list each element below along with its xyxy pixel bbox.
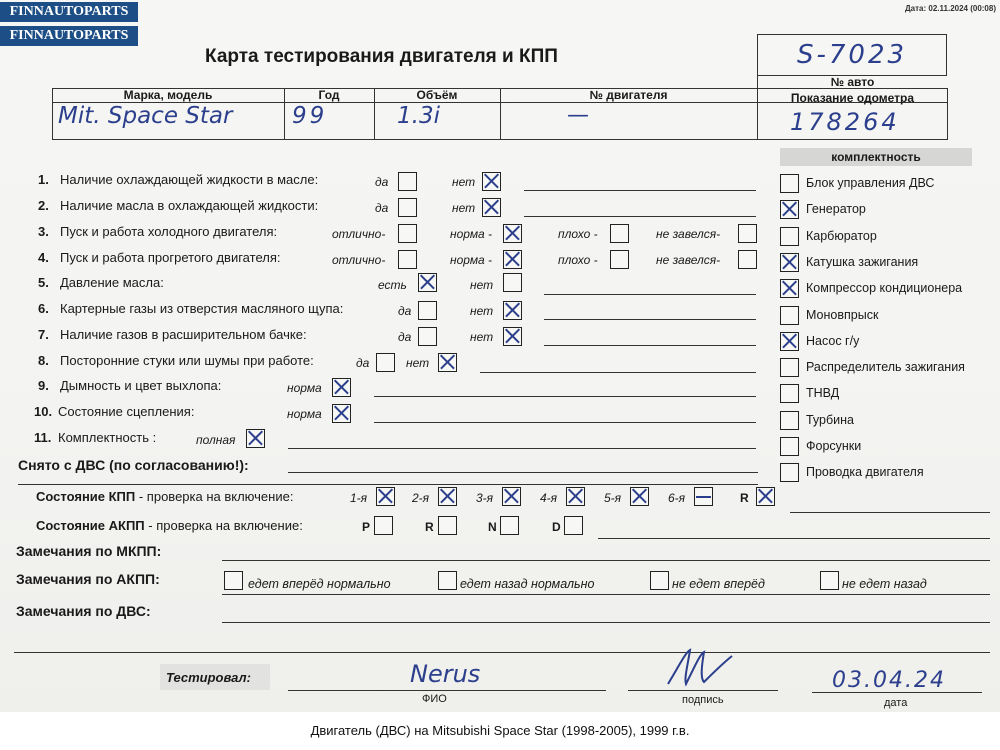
value-brand-model: Mit. Space Star xyxy=(58,103,233,129)
completeness-item-label: Карбюратор xyxy=(806,228,877,243)
answer-line xyxy=(544,345,756,346)
signature-icon xyxy=(660,644,740,692)
akpp-mode-checkbox[interactable] xyxy=(564,516,583,535)
no-label: нет xyxy=(452,175,476,189)
signature-line xyxy=(628,690,778,691)
question-text: Давление масла: xyxy=(60,275,164,290)
yes-label: да xyxy=(398,330,412,344)
bad-label: плохо - xyxy=(558,227,598,241)
question-text: Посторонние стуки или шумы при работе: xyxy=(60,353,314,368)
kpp-gear-label: 1-я xyxy=(350,491,368,505)
value-engine-no: — xyxy=(567,103,589,128)
completeness-item-label: Форсунки xyxy=(806,439,862,453)
akpp-row-label xyxy=(36,518,303,533)
yes-checkbox[interactable] xyxy=(376,353,395,372)
question-text: Наличие масла в охлаждающей жидкости: xyxy=(60,198,319,213)
no-checkbox[interactable] xyxy=(438,353,457,372)
header-table xyxy=(52,75,948,140)
no-label: нет xyxy=(406,356,430,370)
akpp-mode-label: N xyxy=(488,520,497,534)
kpp-gear-checkbox[interactable] xyxy=(756,487,775,506)
normal-label: норма - xyxy=(450,253,493,267)
completeness-checkbox[interactable] xyxy=(780,200,799,219)
completeness-checkbox[interactable] xyxy=(780,332,799,351)
watermark-logo: FINNAUTOPARTS xyxy=(0,2,138,22)
akpp-remark-label: не едет назад xyxy=(842,577,927,591)
remarks-akpp-label: Замечания по АКПП: xyxy=(16,571,160,587)
upload-date: Дата: 02.11.2024 (00:08) xyxy=(904,4,996,13)
tester-name: Nerus xyxy=(410,660,481,688)
excellent-label: отлично- xyxy=(332,253,386,267)
completeness-item-label: Турбина xyxy=(806,412,854,427)
header-brand-model: Марка, модель xyxy=(123,88,213,102)
question-number: 4. xyxy=(38,250,49,265)
completeness-item-label: Компрессор кондиционера xyxy=(806,281,963,296)
completeness-checkbox[interactable] xyxy=(780,358,799,377)
question-number: 5. xyxy=(38,275,49,290)
normal-label: норма xyxy=(287,407,322,421)
akpp-remark-label: не едет вперёд xyxy=(672,577,765,591)
kpp-gear-checkbox[interactable] xyxy=(376,487,395,506)
completeness-checkbox[interactable] xyxy=(780,174,799,193)
normal-checkbox[interactable] xyxy=(332,404,351,423)
full-checkbox[interactable] xyxy=(246,429,265,448)
question-number: 8. xyxy=(38,353,49,368)
completeness-item-label: Насос г/у xyxy=(806,333,860,348)
kpp-gear-label: 6-я xyxy=(668,491,686,505)
value-volume: 1.3i xyxy=(397,103,440,129)
akpp-remark-checkbox[interactable] xyxy=(650,571,669,590)
answer-line xyxy=(524,216,756,217)
kpp-title: Состояние КПП xyxy=(36,489,136,504)
yes-label: да xyxy=(398,304,412,318)
normal-checkbox[interactable] xyxy=(503,250,522,269)
kpp-gear-label: 2-я xyxy=(412,491,430,505)
completeness-checkbox[interactable] xyxy=(780,463,799,482)
answer-line xyxy=(480,372,756,373)
stock-number: S-7023 xyxy=(796,40,908,70)
no-checkbox[interactable] xyxy=(503,301,522,320)
kpp-gear-checkbox[interactable] xyxy=(630,487,649,506)
question-text: Дымность и цвет выхлопа: xyxy=(60,378,222,393)
no-start-checkbox[interactable] xyxy=(738,250,757,269)
akpp-line xyxy=(598,538,990,539)
normal-label: норма xyxy=(287,381,322,395)
normal-checkbox[interactable] xyxy=(332,378,351,397)
kpp-gear-label: R xyxy=(740,491,749,505)
header-odometer: Показание одометра xyxy=(790,91,915,105)
completeness-checkbox[interactable] xyxy=(780,306,799,325)
question-text: Наличие охлаждающей жидкости в масле: xyxy=(60,172,319,187)
question-number: 6. xyxy=(38,301,49,316)
completeness-item-label: Блок управления ДВС xyxy=(806,176,935,190)
question-number: 9. xyxy=(38,378,49,393)
akpp-suffix: - проверка на включение: xyxy=(144,518,303,533)
removed-line xyxy=(288,472,758,473)
yes-label: да xyxy=(375,201,389,215)
header-volume: Объём xyxy=(416,88,458,102)
question-text: Картерные газы из отверстия масляного щупа: xyxy=(60,301,344,316)
completeness-checkbox[interactable] xyxy=(780,227,799,246)
excellent-checkbox[interactable] xyxy=(398,224,417,243)
value-year: 99 xyxy=(292,103,328,129)
removed-line-2 xyxy=(18,484,758,485)
completeness-item-label: Катушка зажигания xyxy=(806,254,919,269)
question-number: 10. xyxy=(34,404,53,419)
no-label: нет xyxy=(452,201,476,215)
bad-checkbox[interactable] xyxy=(610,224,629,243)
question-number: 1. xyxy=(38,172,49,187)
page-caption: Двигатель (ДВС) на Mitsubishi Space Star (1998-2005), 1999 г.в. xyxy=(0,712,1000,750)
no-label: нет xyxy=(470,330,494,344)
date-label: дата xyxy=(884,697,908,709)
kpp-gear-label: 5-я xyxy=(604,491,622,505)
fio-label: ФИО xyxy=(422,693,447,705)
no-label: нет xyxy=(470,278,494,292)
completeness-checkbox[interactable] xyxy=(780,437,799,456)
header-engine-no: № двигателя xyxy=(589,88,668,102)
remarks-akpp-line xyxy=(222,594,990,595)
normal-label: норма - xyxy=(450,227,493,241)
question-number: 2. xyxy=(38,198,49,213)
there-is-checkbox[interactable] xyxy=(418,273,437,292)
no-start-label: не завелся- xyxy=(656,253,721,267)
akpp-mode-checkbox[interactable] xyxy=(438,516,457,535)
answer-line xyxy=(524,190,756,191)
akpp-remark-checkbox[interactable] xyxy=(438,571,457,590)
completeness-item-label: Моновпрыск xyxy=(806,307,879,322)
completeness-item-label: Генератор xyxy=(806,202,866,217)
kpp-line xyxy=(790,512,990,513)
date-line xyxy=(812,692,982,693)
completeness-checkbox[interactable] xyxy=(780,279,799,298)
answer-line xyxy=(544,294,756,295)
akpp-remark-checkbox[interactable] xyxy=(820,571,839,590)
signature-label: подпись xyxy=(682,694,724,706)
answer-line xyxy=(374,422,756,423)
remarks-mkpp-line xyxy=(222,560,990,561)
no-checkbox[interactable] xyxy=(503,273,522,292)
no-label: нет xyxy=(470,304,494,318)
remarks-dvs-line-2 xyxy=(14,652,990,653)
remarks-dvs-line xyxy=(222,622,990,623)
removed-label: Снято с ДВС (по согласованию!): xyxy=(18,457,249,473)
kpp-gear-checkbox[interactable] xyxy=(694,487,713,506)
fio-line xyxy=(288,690,606,691)
akpp-remark-label: едет вперёд нормально xyxy=(248,577,391,591)
kpp-row-label xyxy=(36,489,293,504)
value-odometer: 178264 xyxy=(790,108,900,136)
stock-number-box xyxy=(757,34,947,76)
yes-label: да xyxy=(375,175,389,189)
akpp-mode-label: P xyxy=(362,520,371,534)
test-date: 03.04.24 xyxy=(832,668,946,693)
completeness-item-label: Распределитель зажигания xyxy=(806,360,965,375)
yes-label: да xyxy=(356,356,370,370)
yes-checkbox[interactable] xyxy=(418,301,437,320)
no-checkbox[interactable] xyxy=(503,327,522,346)
full-label: полная xyxy=(196,433,236,447)
no-checkbox[interactable] xyxy=(482,172,501,191)
akpp-mode-checkbox[interactable] xyxy=(500,516,519,535)
akpp-mode-label: R xyxy=(425,520,434,534)
akpp-remark-label: едет назад нормально xyxy=(460,577,595,591)
kpp-gear-label: 3-я xyxy=(476,491,494,505)
answer-line xyxy=(288,448,756,449)
excellent-checkbox[interactable] xyxy=(398,250,417,269)
watermark-logo-2: FINNAUTOPARTS xyxy=(0,26,138,46)
normal-checkbox[interactable] xyxy=(503,224,522,243)
header-auto-no: № авто xyxy=(830,75,875,89)
question-text: Состояние сцепления: xyxy=(58,404,195,419)
completeness-checkbox[interactable] xyxy=(780,253,799,272)
no-start-checkbox[interactable] xyxy=(738,224,757,243)
kpp-gear-checkbox[interactable] xyxy=(566,487,585,506)
yes-checkbox[interactable] xyxy=(398,198,417,217)
answer-line xyxy=(374,396,756,397)
question-number: 11. xyxy=(34,430,52,445)
akpp-mode-label: D xyxy=(552,520,561,534)
completeness-checkbox[interactable] xyxy=(780,384,799,403)
akpp-title: Состояние АКПП xyxy=(36,518,145,533)
bad-label: плохо - xyxy=(558,253,598,267)
no-checkbox[interactable] xyxy=(482,198,501,217)
excellent-label: отлично- xyxy=(332,227,386,241)
completeness-title: комплектность xyxy=(831,150,921,164)
akpp-remark-checkbox[interactable] xyxy=(224,571,243,590)
remarks-dvs-label: Замечания по ДВС: xyxy=(16,603,151,619)
no-start-label: не завелся- xyxy=(656,227,721,241)
question-number: 3. xyxy=(38,224,49,239)
question-text: Пуск и работа прогретого двигателя: xyxy=(60,250,281,265)
kpp-suffix: - проверка на включение: xyxy=(135,489,294,504)
bad-checkbox[interactable] xyxy=(610,250,629,269)
completeness-item-label: Проводка двигателя xyxy=(806,465,924,480)
answer-line xyxy=(544,319,756,320)
question-number: 7. xyxy=(38,327,49,342)
yes-checkbox[interactable] xyxy=(398,172,417,191)
kpp-gear-checkbox[interactable] xyxy=(438,487,457,506)
akpp-mode-checkbox[interactable] xyxy=(374,516,393,535)
there-is-label: есть xyxy=(378,278,407,292)
question-text: Пуск и работа холодного двигателя: xyxy=(60,224,278,239)
remarks-mkpp-label: Замечания по МКПП: xyxy=(16,543,162,559)
yes-checkbox[interactable] xyxy=(418,327,437,346)
tested-label: Тестировал: xyxy=(166,670,251,685)
kpp-gear-checkbox[interactable] xyxy=(502,487,521,506)
kpp-gear-label: 4-я xyxy=(540,491,558,505)
header-year: Год xyxy=(318,88,340,102)
page-title: Карта тестирования двигателя и КПП xyxy=(205,46,558,67)
completeness-checkbox[interactable] xyxy=(780,411,799,430)
question-text: Наличие газов в расширительном бачке: xyxy=(60,327,307,342)
completeness-item-label: ТНВД xyxy=(806,386,840,401)
question-text: Комплектность : xyxy=(58,430,157,445)
